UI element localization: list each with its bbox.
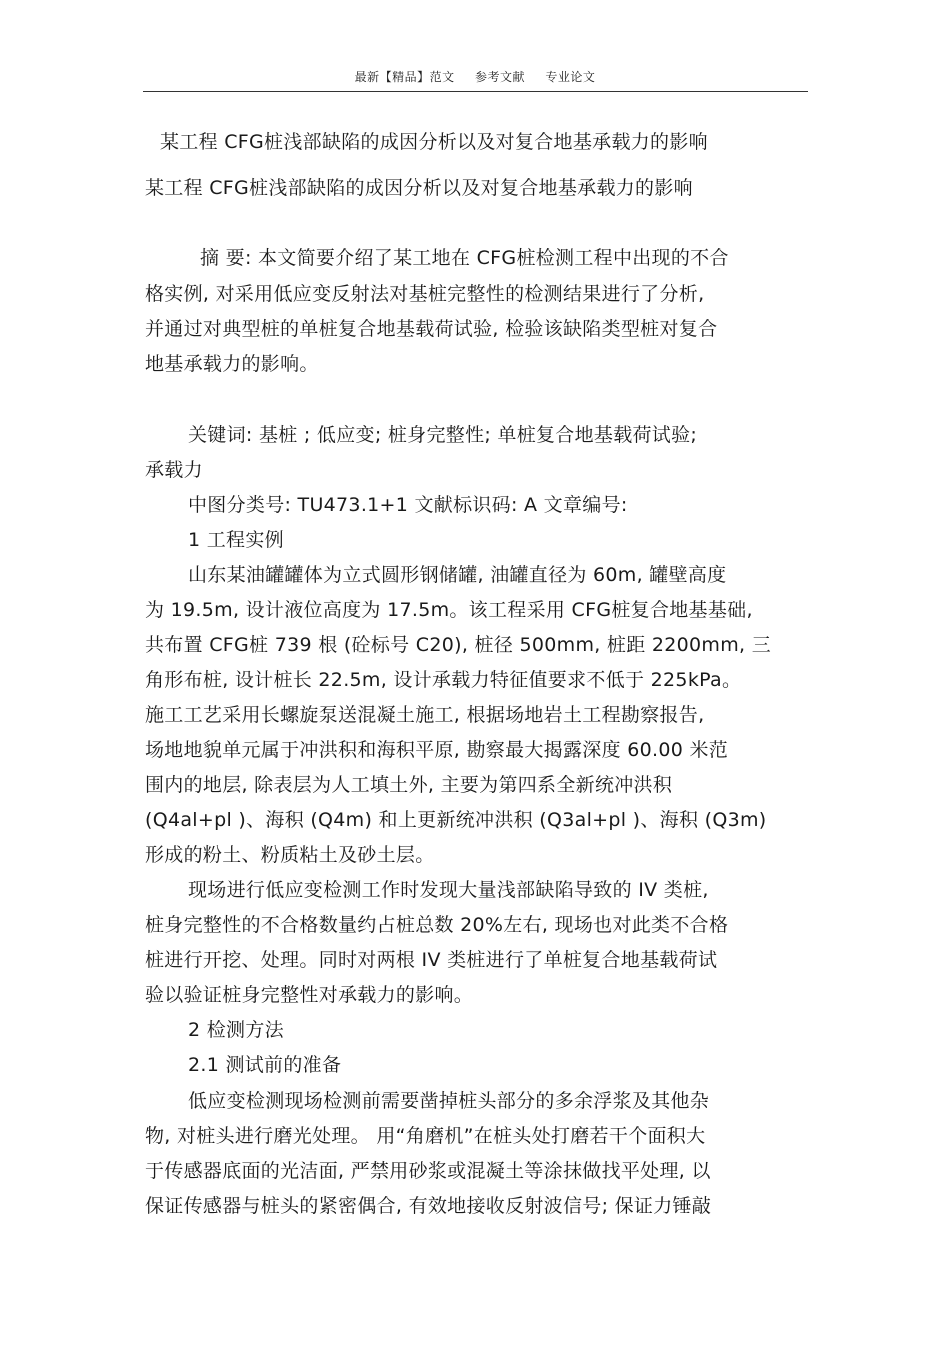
body-line: 桩身完整性的不合格数量约占桩总数 20%左右, 现场也对此类不合格 [145, 914, 729, 936]
body-line: 形成的粉土、粉质粘土及砂土层。 [145, 844, 435, 866]
subsection-heading: 2.1 测试前的准备 [188, 1054, 342, 1076]
body-line: 围内的地层, 除表层为人工填土外, 主要为第四系全新统冲洪积 [145, 774, 673, 796]
title-line-1: 某工程 CFG桩浅部缺陷的成因分析以及对复合地基承载力的影响 [160, 131, 708, 153]
body-line: 现场进行低应变检测工作时发现大量浅部缺陷导致的 IV 类桩, [188, 879, 709, 901]
body-line: 验以验证桩身完整性对承载力的影响。 [145, 984, 474, 1006]
classification-line: 中图分类号: TU473.1+1 文献标识码: A 文章编号: [188, 494, 628, 516]
keywords-line: 关键词: 基桩 ; 低应变; 桩身完整性; 单桩复合地基载荷试验; [188, 424, 698, 446]
abstract-line: 并通过对典型桩的单桩复合地基载荷试验, 检验该缺陷类型桩对复合 [145, 318, 718, 340]
body-line: 角形布桩, 设计桩长 22.5m, 设计承载力特征值要求不低于 225kPa。 [145, 669, 742, 691]
header-item-latest: 最新【精品】范文 [354, 70, 455, 84]
header-rule [143, 91, 808, 92]
keywords-line: 承载力 [145, 459, 203, 481]
body-line: 低应变检测现场检测前需要凿掉桩头部分的多余浮浆及其他杂 [188, 1090, 710, 1112]
body-line: 山东某油罐罐体为立式圆形钢储罐, 油罐直径为 60m, 罐壁高度 [188, 564, 727, 586]
body-line: 场地地貌单元属于冲洪积和海积平原, 勘察最大揭露深度 60.00 米范 [145, 739, 729, 761]
title-line-2: 某工程 CFG桩浅部缺陷的成因分析以及对复合地基承载力的影响 [145, 177, 693, 199]
body-line: 物, 对桩头进行磨光处理。 用“角磨机”在桩头处打磨若干个面积大 [145, 1125, 706, 1147]
page-header [0, 68, 950, 85]
section-heading: 2 检测方法 [188, 1019, 284, 1041]
body-line: 共布置 CFG桩 739 根 (砼标号 C20), 桩径 500mm, 桩距 2200mm, 三 [145, 634, 772, 656]
abstract-line: 摘 要: 本文简要介绍了某工地在 CFG桩检测工程中出现的不合 [200, 247, 729, 269]
abstract-line: 地基承载力的影响。 [145, 353, 319, 375]
body-line: (Q4al+pl )、海积 (Q4m) 和上更新统冲洪积 (Q3al+pl )、海积 (Q3m) [145, 809, 767, 831]
body-line: 桩进行开挖、处理。同时对两根 IV 类桩进行了单桩复合地基载荷试 [145, 949, 718, 971]
body-line: 为 19.5m, 设计液位高度为 17.5m。该工程采用 CFG桩复合地基基础, [145, 599, 753, 621]
header-item-papers: 专业论文 [545, 70, 596, 84]
header-item-references: 参考文献 [474, 70, 525, 84]
body-line: 保证传感器与桩头的紧密偶合, 有效地接收反射波信号; 保证力锤敲 [145, 1195, 712, 1217]
section-heading: 1 工程实例 [188, 529, 284, 551]
abstract-line: 格实例, 对采用低应变反射法对基桩完整性的检测结果进行了分析, [145, 283, 705, 305]
body-line: 于传感器底面的光洁面, 严禁用砂浆或混凝土等涂抹做找平处理, 以 [145, 1160, 711, 1182]
body-line: 施工工艺采用长螺旋泵送混凝土施工, 根据场地岩土工程勘察报告, [145, 704, 705, 726]
